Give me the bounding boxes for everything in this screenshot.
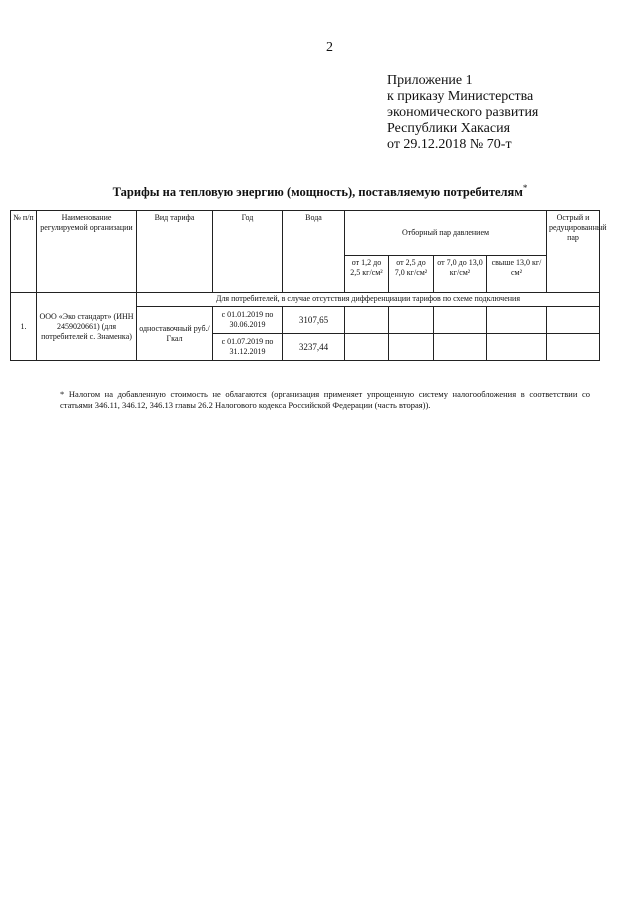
empty-cell: [345, 307, 389, 334]
row-num: 1.: [11, 293, 37, 361]
page-number: 2: [326, 40, 333, 55]
empty-cell: [345, 334, 389, 361]
empty-cell: [389, 334, 434, 361]
empty-cell: [434, 307, 487, 334]
group-label: Для потребителей, в случае отсутствия дифференциации тарифов по схеме подключения: [137, 293, 600, 307]
footnote: * Налогом на добавленную стоимость не облагаются (организация применяет упрощенную систему налогообложения в соответствии со статьями 346.11, 346.12, 346.13 главы 26.2 Налогового кодекса Российской Федерации (часть вторая)).: [60, 389, 590, 410]
group-row: [11, 293, 600, 307]
header-pressure-3: от 7,0 до 13,0 кг/см²: [434, 256, 487, 293]
water-value-1: 3107,65: [283, 307, 345, 334]
title-text: Тарифы на тепловую энергию (мощность), поставляемую потребителям: [112, 185, 523, 200]
document-title: [0, 183, 640, 200]
water-value-2: 3237,44: [283, 334, 345, 361]
header-water: Вода: [283, 211, 345, 293]
empty-cell: [547, 334, 600, 361]
header-pressure-2: от 2,5 до 7,0 кг/см²: [389, 256, 434, 293]
row-org: ООО «Эко стандарт» (ИНН 2459020661) (для потребителей с. Знаменка): [37, 293, 137, 361]
appendix-line-3: экономического развития: [387, 105, 539, 120]
empty-cell: [487, 307, 547, 334]
header-year: Год: [213, 211, 283, 293]
appendix-line-5: от 29.12.2018 № 70-т: [387, 137, 512, 152]
appendix-line-4: Республики Хакасия: [387, 121, 511, 136]
header-org: Наименование регулируемой организации: [37, 211, 137, 293]
empty-cell: [547, 307, 600, 334]
header-pressure-4: свыше 13,0 кг/см²: [487, 256, 547, 293]
header-pressure-1: от 1,2 до 2,5 кг/см²: [345, 256, 389, 293]
header-num: № п/п: [11, 211, 37, 293]
empty-cell: [487, 334, 547, 361]
header-sharp-steam: Острый и редуцированный пар: [547, 211, 600, 293]
row-tariff-type: одноставочный руб./Гкал: [137, 307, 213, 361]
appendix-line-2: к приказу Министерства: [387, 89, 534, 104]
title-footnote-mark: *: [522, 183, 528, 193]
header-row-1: [11, 211, 600, 256]
header-tariff-type: Вид тарифа: [137, 211, 213, 293]
appendix-header: [387, 73, 538, 153]
period-2: с 01.07.2019 по 31.12.2019: [213, 334, 283, 361]
header-steam: Отборный пар давлением: [345, 211, 547, 256]
period-1: с 01.01.2019 по 30.06.2019: [213, 307, 283, 334]
empty-cell: [434, 334, 487, 361]
tariff-table: [10, 210, 607, 361]
appendix-line-1: Приложение 1: [387, 73, 473, 88]
empty-cell: [389, 307, 434, 334]
